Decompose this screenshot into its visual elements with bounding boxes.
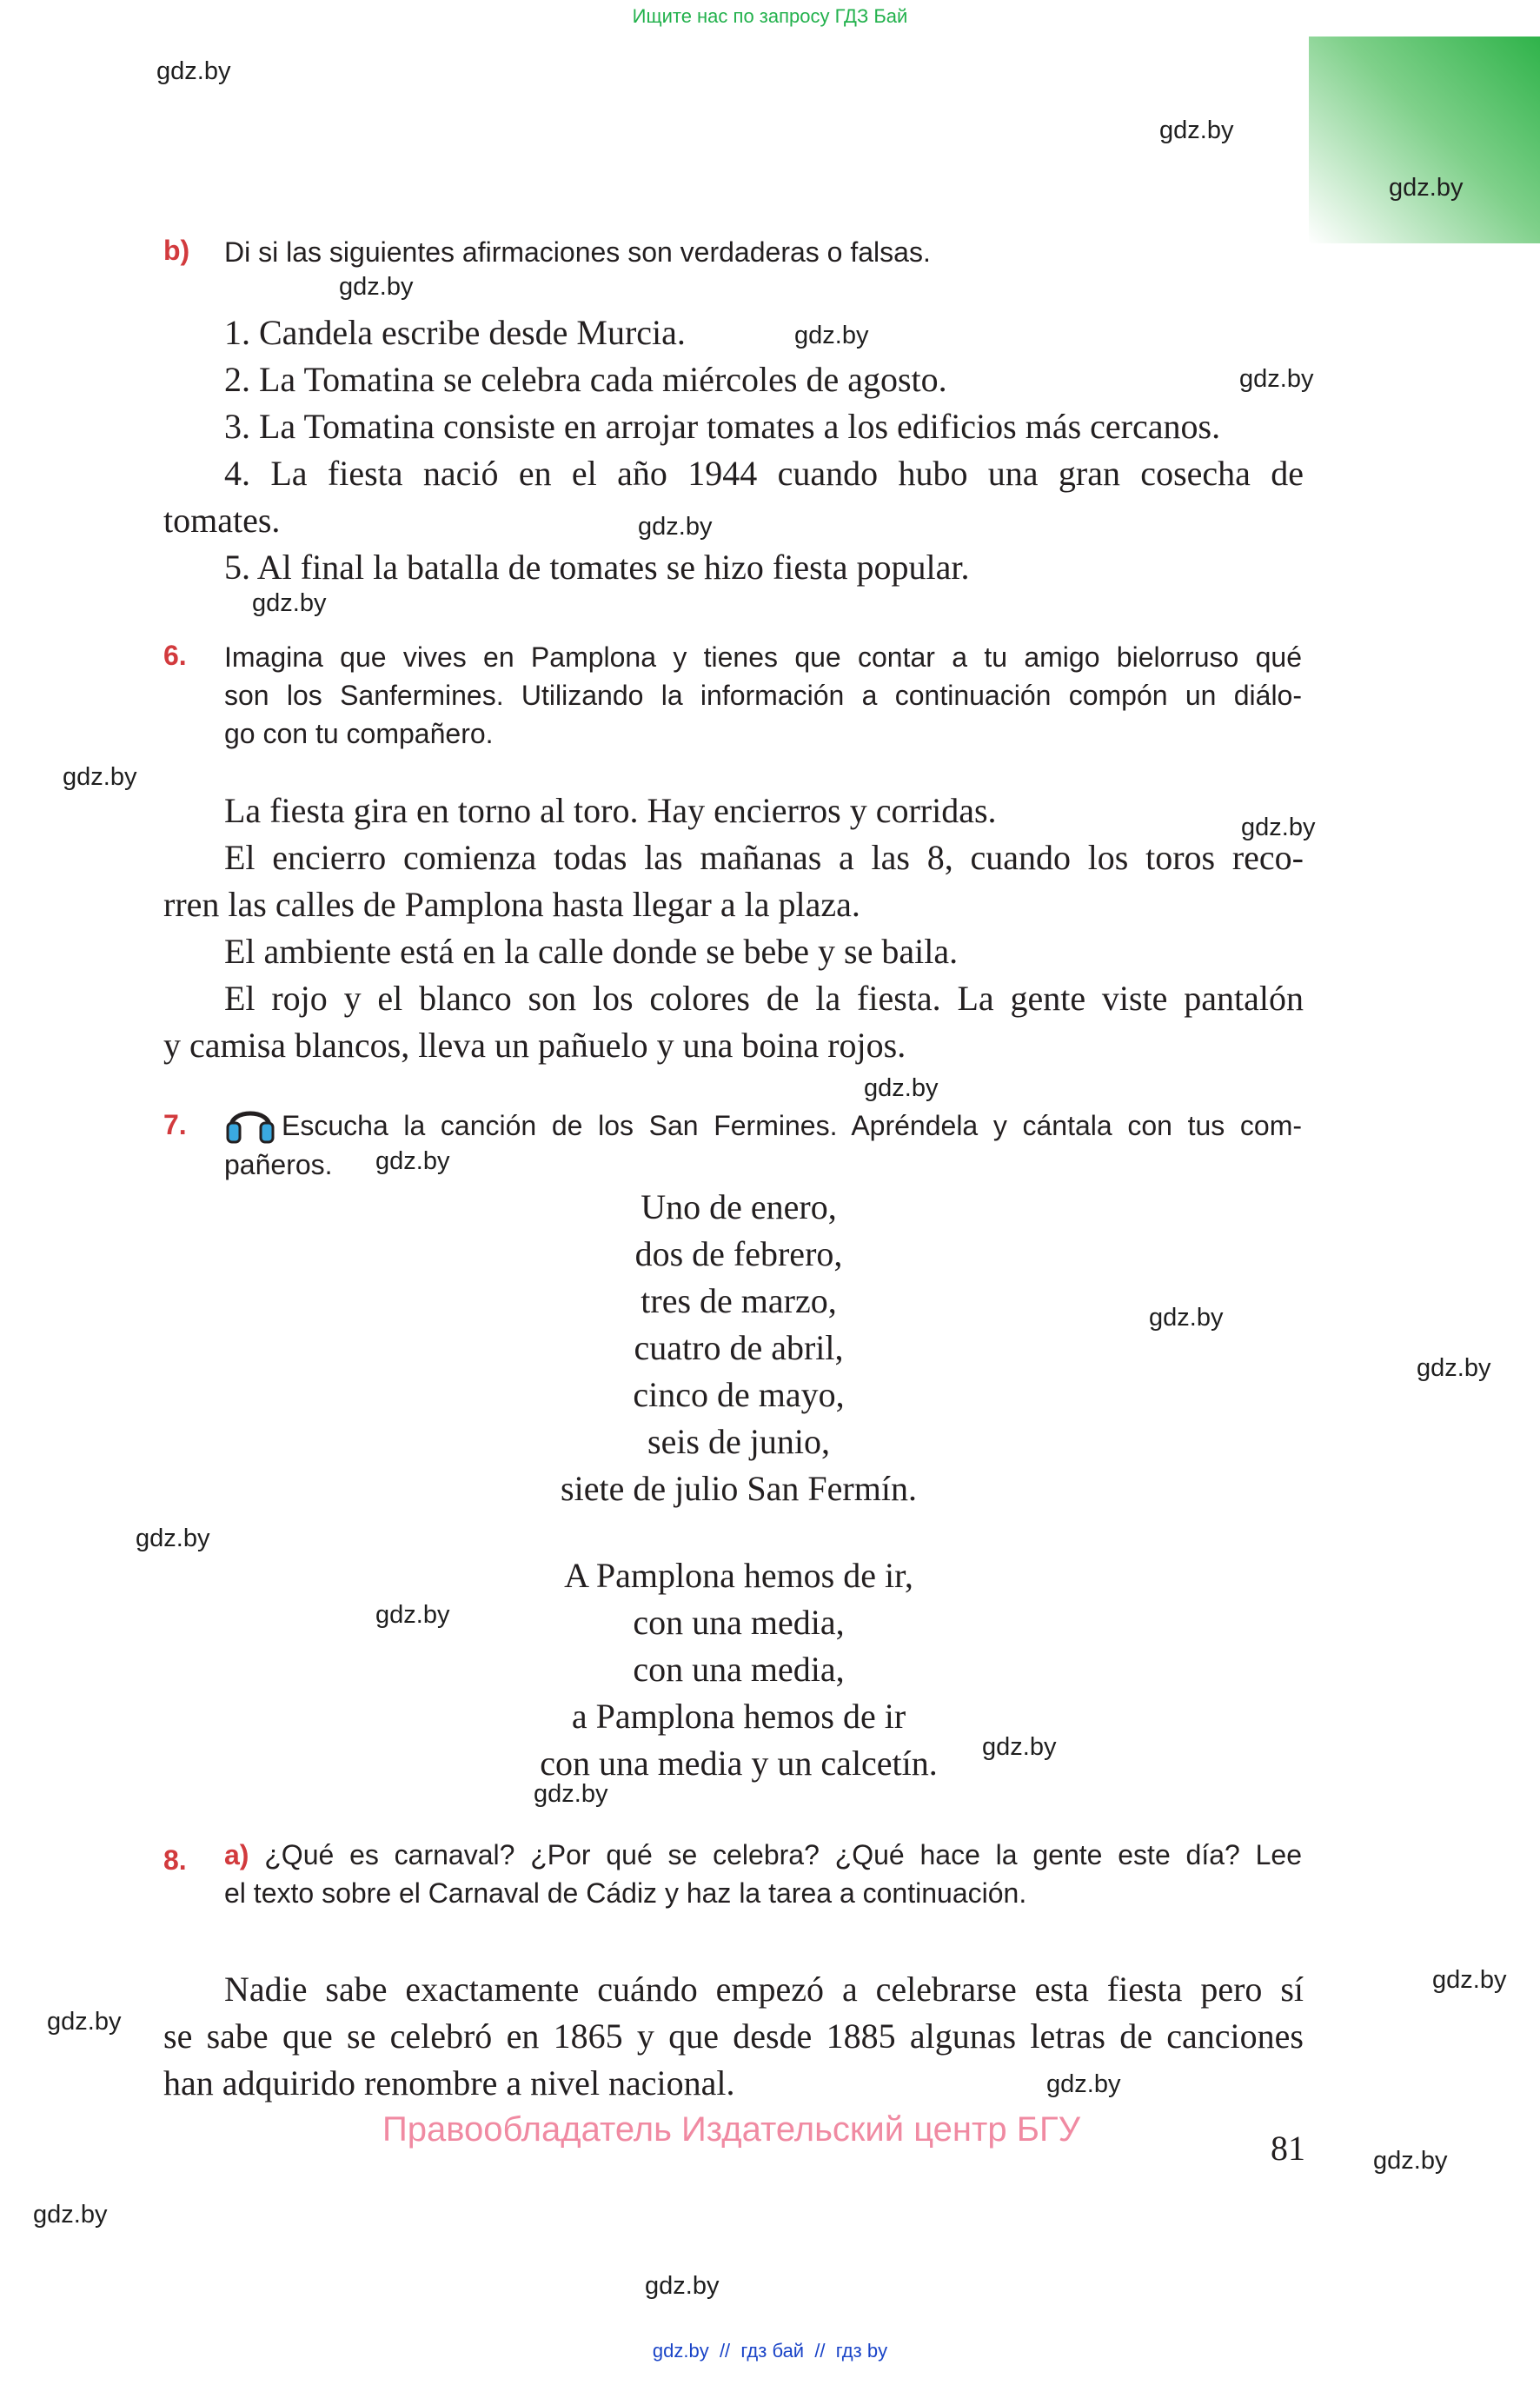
watermark: gdz.by (1373, 2147, 1448, 2175)
watermark: gdz.by (1149, 1304, 1224, 1332)
watermark: gdz.by (375, 1601, 450, 1629)
sanfermines-line: La fiesta gira en torno al toro. Hay encierros y corridas. (224, 791, 997, 830)
watermark: gdz.by (1159, 116, 1234, 144)
exercise-8-instruction (224, 1836, 1302, 1912)
sanfermines-line: rren las calles de Pamplona hasta llegar a la plaza. (163, 885, 860, 924)
song-line: tres de marzo, (641, 1281, 837, 1320)
watermark: gdz.by (1432, 1966, 1507, 1994)
watermark: gdz.by (1046, 2070, 1121, 2098)
watermark: gdz.by (375, 1147, 450, 1175)
exercise-8-instruction-line: el texto sobre el Carnaval de Cádiz y haz la tarea a continuación. (224, 1877, 1027, 1909)
footer-links[interactable]: gdz.by // гдз бай // гдз by (652, 2340, 888, 2362)
song-line: dos de febrero, (634, 1234, 843, 1273)
exercise-8-instruction-line (224, 1836, 1302, 1874)
song-line: con una media, (633, 1650, 845, 1689)
exercise-5b-statements (163, 309, 1304, 591)
statement-2: 2. La Tomatina se celebra cada miércoles de agosto. (224, 360, 947, 399)
exercise-6-number: 6. (163, 640, 187, 671)
exercise-8-text (163, 1966, 1304, 2107)
watermark: gdz.by (63, 763, 137, 791)
carnaval-line: Nadie sabe exactamente cuándo empezó a celebrarse esta fiesta pero sí (224, 1970, 1304, 2009)
exercise-6-text (163, 787, 1304, 1069)
green-corner-tab (1309, 37, 1540, 243)
statement-4-cont: tomates. (163, 501, 281, 540)
exercise-5b-instruction: Di si las siguientes afirmaciones son verdaderas o falsas. (224, 236, 931, 268)
song-line: con una media, (633, 1603, 845, 1642)
exercise-7-number: 7. (163, 1109, 187, 1140)
song-stanza-1 (469, 1184, 1008, 1512)
watermark: gdz.by (1417, 1354, 1491, 1382)
page-number: 81 (1271, 2129, 1305, 2168)
exercise-7-instruction-line (224, 1099, 1302, 1146)
sanfermines-line: El rojo y el blanco son los colores de la fiesta. La gente viste pantalón (224, 979, 1304, 1018)
watermark: gdz.by (156, 57, 231, 85)
headphones-icon[interactable] (224, 1099, 276, 1146)
exercise-6-instruction (224, 638, 1302, 753)
song-line: A Pamplona hemos de ir, (564, 1556, 913, 1595)
exercise-8a-label: a) (224, 1839, 249, 1870)
copyright-notice: Правообладатель Издательский центр БГУ (382, 2110, 1081, 2149)
exercise-7-instruction (224, 1099, 1302, 1184)
song-line: cuatro de abril, (634, 1328, 844, 1367)
exercise-5b-label: b) (163, 235, 190, 266)
watermark: gdz.by (1241, 814, 1316, 841)
carnaval-line: han adquirido renombre a nivel nacional. (163, 2063, 735, 2103)
watermark: gdz.by (136, 1525, 210, 1552)
carnaval-line: se sabe que se celebró en 1865 y que desde 1885 algunas letras de canciones (163, 2016, 1304, 2056)
song-line: siete de julio San Fermín. (561, 1469, 917, 1508)
statement-5: 5. Al final la batalla de tomates se hizo fiesta popular. (224, 548, 970, 587)
exercise-6-instruction-line: Imagina que vives en Pamplona y tienes que contar a tu amigo bielorruso qué (224, 641, 1302, 673)
song-line: a Pamplona hemos de ir (571, 1697, 906, 1736)
song-stanza-2 (469, 1552, 1008, 1787)
song-line: cinco de mayo, (633, 1375, 845, 1414)
top-banner: Ищите нас по запросу ГДЗ Бай (632, 5, 908, 27)
watermark: gdz.by (47, 2008, 122, 2036)
song-line: Uno de enero, (641, 1187, 837, 1226)
sanfermines-line: El encierro comienza todas las mañanas a las 8, cuando los toros reco- (224, 838, 1304, 877)
watermark: gdz.by (645, 2272, 720, 2300)
exercise-6-instruction-line: go con tu compañero. (224, 718, 494, 749)
watermark: gdz.by (252, 589, 327, 617)
watermark: gdz.by (1239, 365, 1314, 393)
exercise-7-instruction-line: pañeros. (224, 1149, 333, 1180)
exercise-7-instruction-text: Escucha la canción de los San Fermines. Apréndela y cántala con tus com- (282, 1110, 1302, 1141)
watermark: gdz.by (794, 322, 869, 349)
sanfermines-line: y camisa blancos, lleva un pañuelo y una boina rojos. (163, 1026, 906, 1065)
watermark: gdz.by (638, 513, 713, 541)
song-line: seis de junio, (647, 1422, 830, 1461)
watermark: gdz.by (339, 273, 414, 301)
exercise-6-instruction-line: son los Sanfermines. Utilizando la información a continuación compón un diálo- (224, 680, 1302, 711)
song-line: con una media y un calcetín. (540, 1744, 938, 1783)
statement-3: 3. La Tomatina consiste en arrojar tomates a los edificios más cercanos. (224, 407, 1221, 446)
exercise-8-number: 8. (163, 1844, 187, 1876)
watermark: gdz.by (1389, 174, 1464, 202)
exercise-8-instruction-text: ¿Qué es carnaval? ¿Por qué se celebra? ¿Qué hace la gente este día? Lee (264, 1839, 1303, 1870)
watermark: gdz.by (982, 1733, 1057, 1761)
watermark: gdz.by (534, 1780, 608, 1808)
sanfermines-line: El ambiente está en la calle donde se bebe y se baila. (224, 932, 959, 971)
watermark: gdz.by (864, 1074, 939, 1102)
watermark: gdz.by (33, 2201, 108, 2229)
statement-1: 1. Candela escribe desde Murcia. (224, 313, 686, 352)
statement-4: 4. La fiesta nació en el año 1944 cuando hubo una gran cosecha de (224, 454, 1304, 493)
